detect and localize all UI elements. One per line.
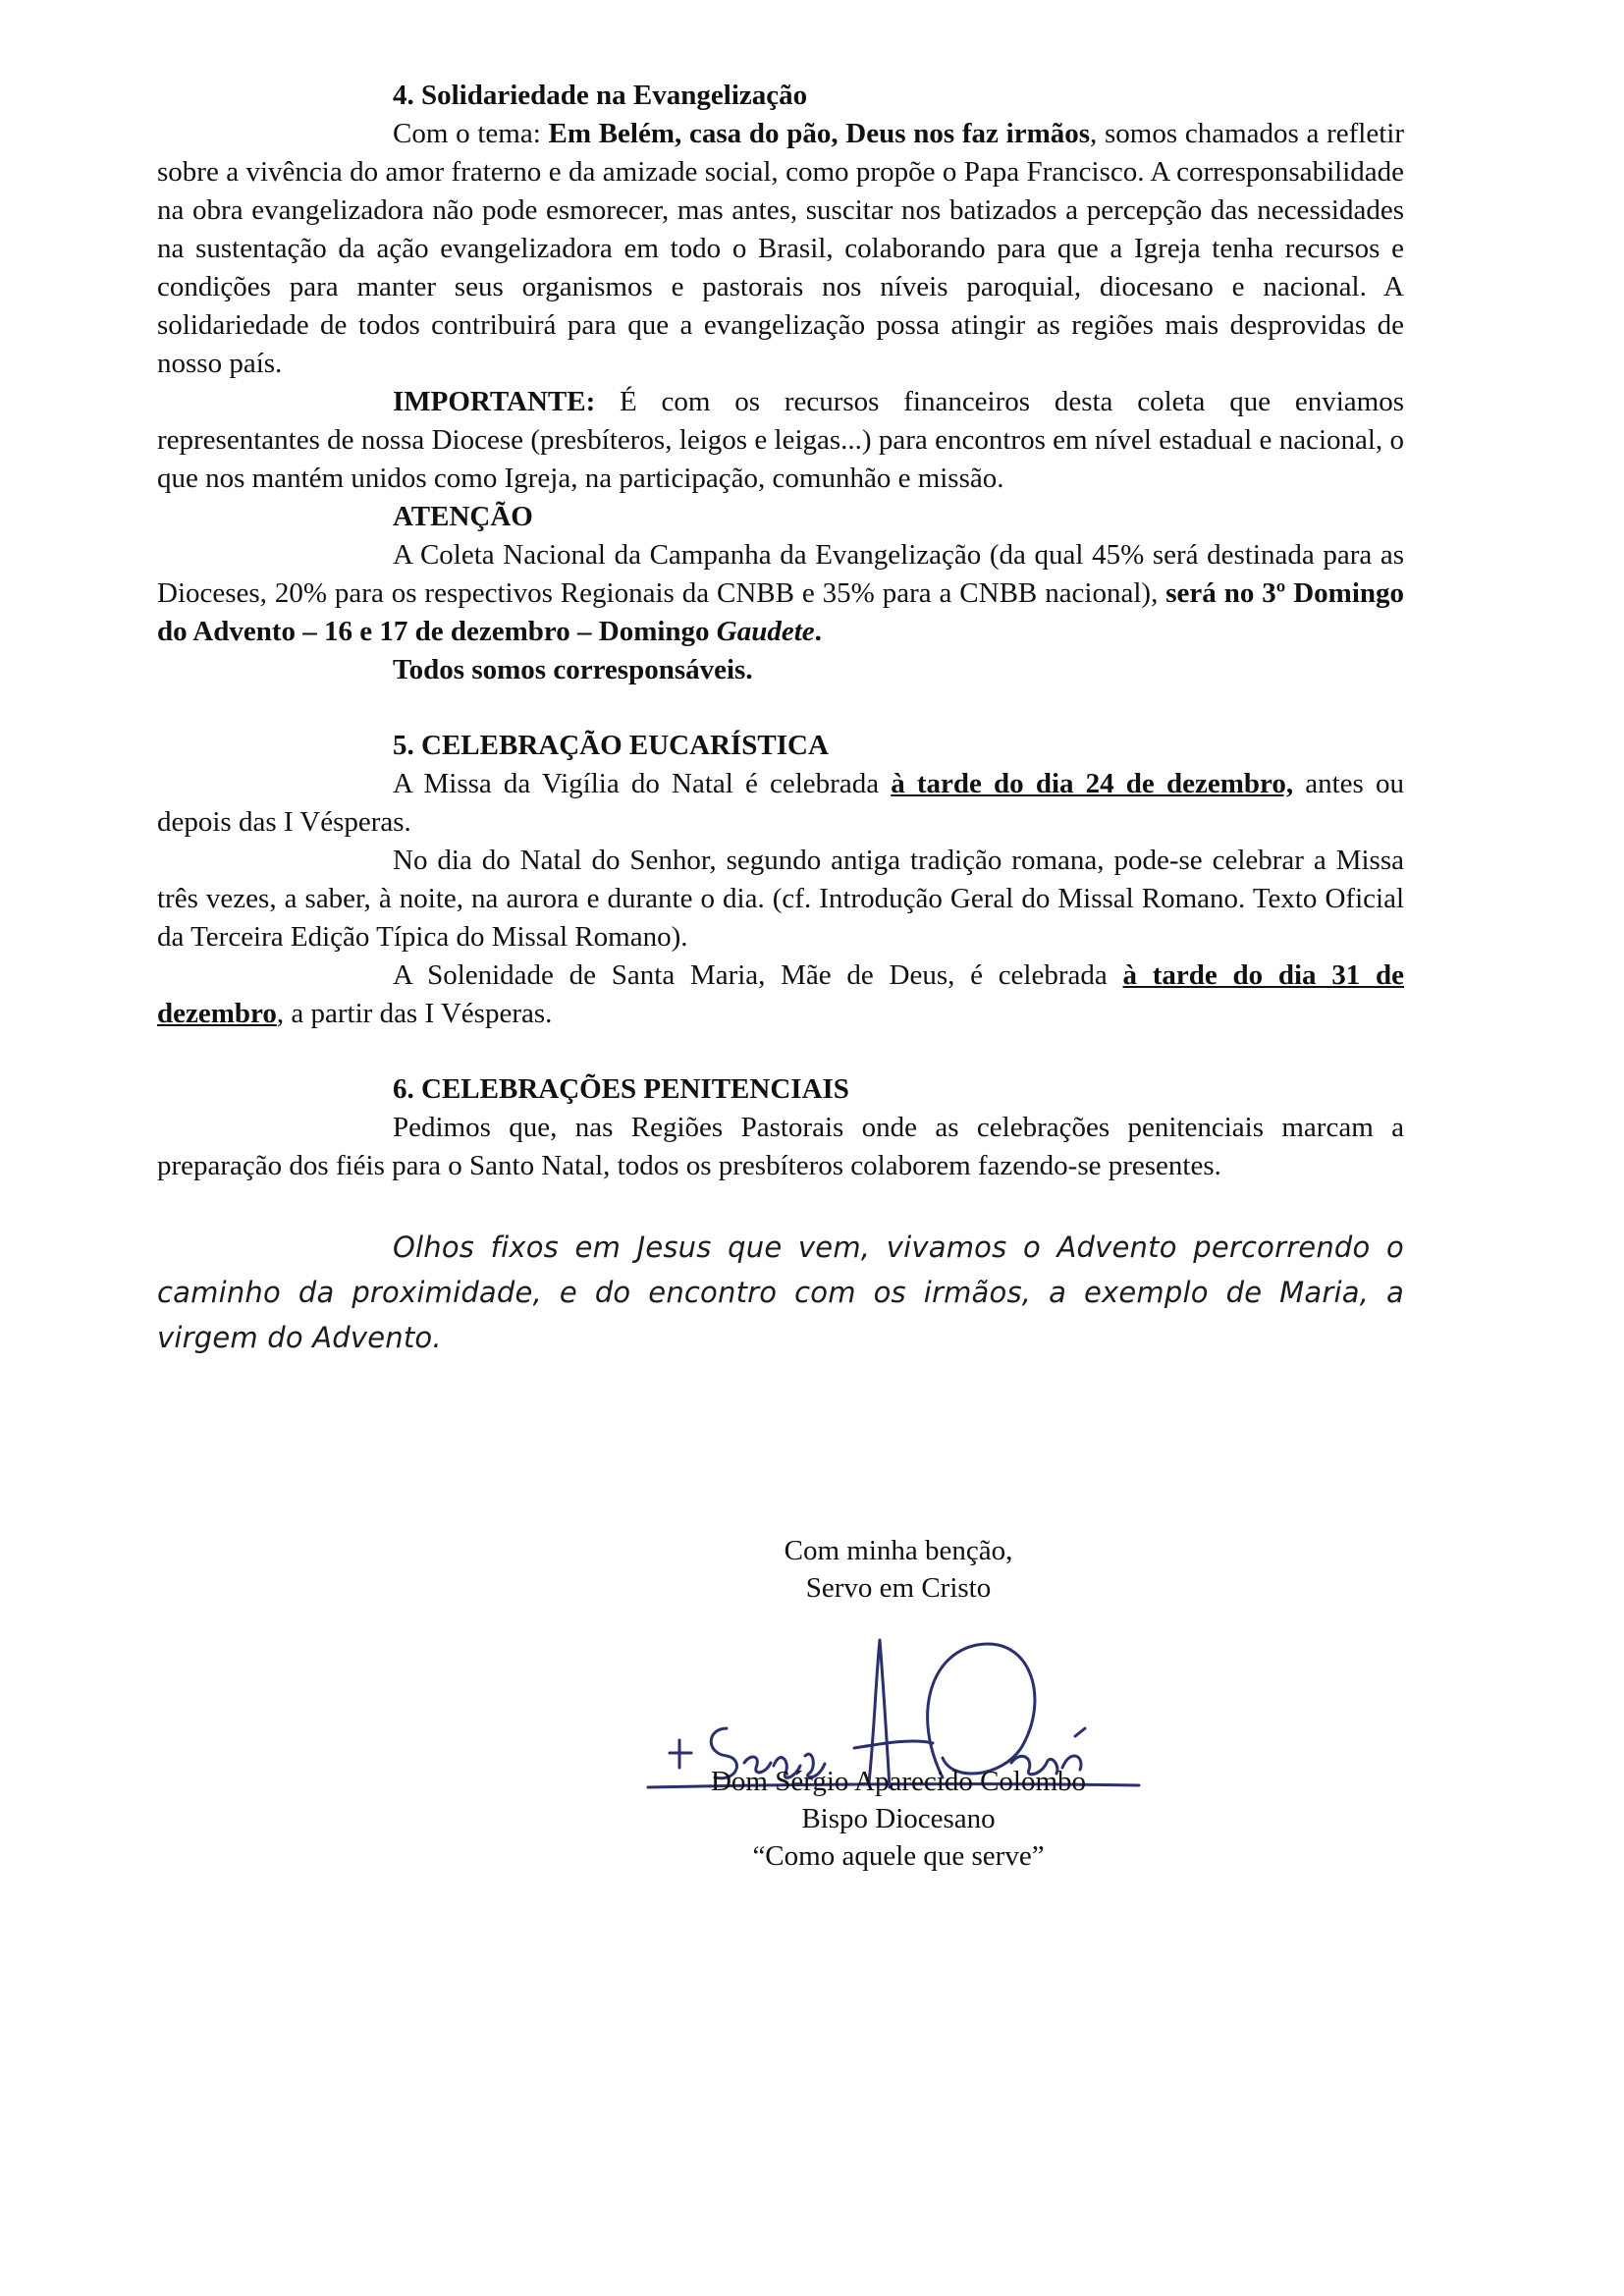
vigil-text: A Missa da Vigília do Natal é celebrada [393, 768, 892, 799]
servant-line: Servo em Cristo [805, 1572, 992, 1604]
co-responsibility-line: Todos somos corresponsáveis. [393, 654, 753, 685]
theme-title: Em Belém, casa do pão, Deus nos faz irmãos [548, 118, 1091, 149]
collection-date-text: será no 3º Domingo do Advento – 16 e 17 de dezembro – Domingo [157, 577, 1405, 647]
section-6-paragraph-1: Pedimos que, nas Regiões Pastorais onde as celebrações penitenciais marcam a preparação dos fiéis para o Santo Natal, todos os presbíteros colaborem fazendo-se presentes. [157, 1112, 1404, 1181]
important-label: IMPORTANTE: [393, 386, 596, 417]
theme-text: , somos chamados a refletir sobre a vivência do amor fraterno e da amizade social, como propõe o Papa Francisco. A corresponsabilidade na obra evangelizadora não pode esmorecer, mas antes, suscitar nos batizados a percepção das necessidades na sustentação da ação evangelizadora em todo o Brasil, colaborando para que a Igreja tenha recursos e condições para manter seus organismos e pastorais nos níveis paroquial, diocesano e nacional. A solidariedade de todos contribuirá para que a evangelização possa atingir as regiões mais desprovidas de nosso país. [157, 118, 1404, 379]
section-5-heading: 5. CELEBRAÇÃO EUCARÍSTICA [393, 730, 829, 761]
attention-heading: ATENÇÃO [393, 501, 533, 532]
bishop-name: Dom Sérgio Aparecido Colombo [710, 1766, 1087, 1797]
collection-date-end: . [814, 616, 822, 647]
solemnity-text: A Solenidade de Santa Maria, Mãe de Deus, é celebrada [393, 959, 1123, 991]
vigil-rest: antes ou depois das I Vésperas. [157, 768, 1404, 838]
section-4-paragraph-1 [157, 115, 1404, 383]
section-5-paragraph-1 [157, 765, 1404, 842]
section-4-paragraph-important [157, 383, 1404, 498]
important-text: É com os recursos financeiros desta coleta que enviamos representantes de nossa Diocese (presbíteros, leigos e leigas...) para encontros em nível estadual e nacional, o que nos mantém unidos como Igreja, na participação, comunhão e missão. [157, 386, 1404, 494]
exhortation: Olhos fixos em Jesus que vem, vivamos o Advento percorrendo o caminho da proximidade, e do encontro com os irmãos, a exemplo de Maria, a virgem do Advento. [157, 1230, 1404, 1354]
solemnity-rest: , a partir das I Vésperas. [276, 998, 553, 1029]
section-4-heading: 4. Solidariedade na Evangelização [393, 80, 808, 111]
section-5-paragraph-3 [157, 957, 1404, 1033]
collection-text: A Coleta Nacional da Campanha da Evangelização (da qual 45% será destinada para as Dioceses, 20% para os respectivos Regionais da CNBB e 35% para a CNBB nacional), [157, 539, 1404, 609]
section-4 [157, 77, 1404, 1360]
bishop-motto: “Como aquele que serve” [752, 1840, 1045, 1872]
vigil-date: à tarde do dia 24 de dezembro, [891, 768, 1294, 799]
blessing-line: Com minha benção, [784, 1535, 1013, 1566]
gaudete-word: Gaudete [716, 616, 815, 647]
bishop-title: Bispo Diocesano [801, 1803, 996, 1834]
section-6-heading: 6. CELEBRAÇÕES PENITENCIAIS [393, 1073, 849, 1105]
signatory [687, 1763, 1110, 1875]
solemnity-date: à tarde do dia 31 de dezembro [157, 959, 1404, 1029]
section-5-paragraph-2: No dia do Natal do Senhor, segundo antiga tradição romana, pode-se celebrar a Missa três vezes, a saber, à noite, na aurora e durante o dia. (cf. Introdução Geral do Missal Romano. Texto Oficial da Terceira Edição Típica do Missal Romano). [157, 845, 1404, 953]
theme-lead: Com o tema: [393, 118, 549, 149]
section-4-paragraph-attention [157, 536, 1404, 651]
